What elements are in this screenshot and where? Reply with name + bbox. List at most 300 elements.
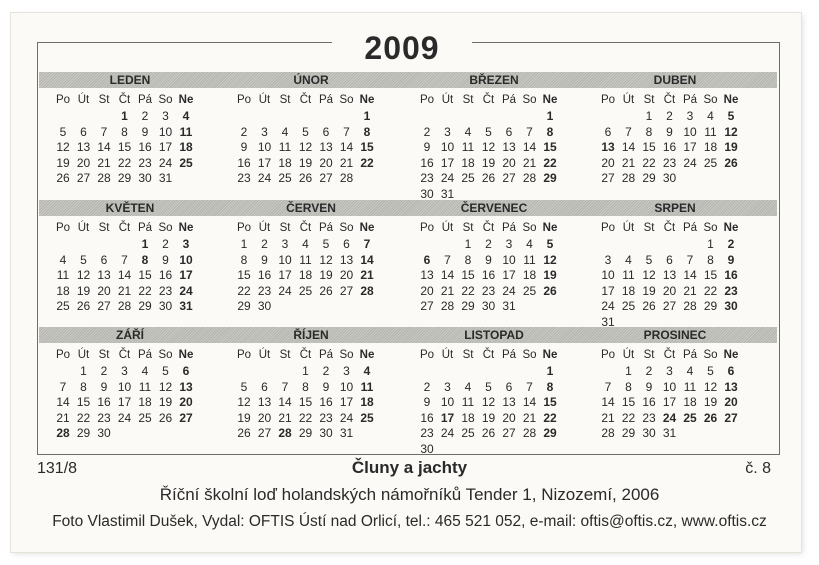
weekday-header: Ne (359, 94, 375, 106)
day-cell: 7 (363, 237, 371, 251)
day-cell: 2 (141, 109, 149, 123)
weekday-header: Ne (359, 349, 375, 361)
day-cell: 11 (461, 395, 475, 410)
month-name: DUBEN (653, 73, 697, 87)
weekday-header: Út (441, 349, 454, 361)
day-cell: 4 (182, 109, 190, 123)
day-cell: 28 (683, 299, 697, 314)
day-cell: 29 (237, 299, 251, 314)
day-cell: 17 (117, 395, 132, 410)
day-cell: 30 (642, 426, 656, 441)
day-cell: 21 (56, 410, 70, 425)
day-cell: 30 (481, 299, 496, 314)
day-cell: 30 (319, 426, 333, 441)
day-cell: 19 (703, 395, 718, 410)
day-cell: 21 (117, 283, 132, 298)
day-cell: 28 (117, 299, 132, 314)
day-cell: 6 (423, 252, 431, 267)
day-cell: 18 (298, 268, 313, 283)
day-cell: 23 (158, 283, 173, 298)
day-cell: 15 (360, 140, 374, 155)
day-cell: 7 (444, 252, 451, 267)
day-cell: 30 (97, 426, 111, 441)
day-cell: 28 (440, 299, 455, 314)
day-cell: 18 (683, 395, 697, 410)
day-cell: 13 (179, 379, 193, 394)
day-cell: 7 (604, 379, 612, 394)
day-cell: 15 (461, 268, 475, 283)
day-cell: 24 (339, 410, 354, 425)
day-cell: 20 (502, 155, 516, 170)
day-cell: 1 (80, 364, 87, 378)
day-cell: 21 (522, 155, 537, 170)
day-cell: 24 (601, 299, 615, 314)
catalog-code: 131/8 (37, 460, 78, 477)
day-cell: 28 (97, 171, 111, 186)
day-cell: 13 (319, 140, 333, 155)
day-cell: 12 (319, 252, 333, 267)
day-cell: 7 (59, 379, 67, 394)
weekday-header: So (703, 349, 718, 361)
day-cell: 8 (546, 124, 554, 139)
day-cell: 10 (117, 379, 132, 394)
day-cell: 28 (360, 283, 374, 298)
day-cell: 3 (182, 237, 190, 251)
weekday-header: Ne (542, 94, 558, 106)
day-cell: 18 (179, 140, 193, 155)
day-cell: 26 (481, 426, 496, 441)
day-cell: 26 (642, 299, 656, 314)
day-cell: 12 (481, 395, 496, 410)
day-cell: 10 (502, 252, 516, 267)
day-cell: 17 (601, 283, 615, 298)
day-cell: 19 (56, 155, 70, 170)
day-cell: 30 (724, 299, 738, 314)
day-cell: 22 (642, 155, 656, 170)
day-cell: 20 (76, 155, 91, 170)
day-cell: 6 (666, 252, 673, 267)
day-cell: 1 (707, 237, 714, 251)
day-cell: 29 (703, 299, 718, 314)
day-cell: 22 (76, 410, 91, 425)
day-cell: 20 (420, 283, 434, 298)
card-subtitle: Říční školní loď holandských námořníků Tender 1, Nizozemí, 2006 (159, 485, 660, 504)
day-cell: 1 (645, 109, 653, 123)
day-cell: 26 (481, 171, 496, 186)
weekday-header: So (522, 222, 537, 234)
day-cell: 5 (485, 379, 492, 394)
day-cell: 24 (117, 410, 132, 425)
day-cell: 10 (278, 252, 292, 267)
day-cell: 13 (97, 268, 111, 283)
day-cell: 29 (117, 171, 132, 186)
day-cell: 7 (121, 252, 128, 267)
day-cell: 25 (703, 155, 718, 170)
day-cell: 5 (302, 124, 309, 139)
day-cell: 1 (546, 364, 554, 378)
weekday-header: Čt (663, 349, 676, 361)
day-cell: 5 (485, 124, 492, 139)
day-cell: 30 (420, 442, 434, 456)
day-cell: 3 (666, 364, 673, 378)
day-cell: 16 (158, 268, 173, 283)
day-cell: 24 (179, 283, 193, 298)
day-cell: 25 (298, 283, 313, 298)
weekday-header: So (158, 349, 173, 361)
weekday-header: Pá (682, 94, 698, 106)
day-cell: 7 (625, 124, 632, 139)
day-cell: 30 (662, 171, 677, 186)
weekday-header: So (158, 222, 173, 234)
month-name: SRPEN (654, 201, 696, 215)
day-cell: 13 (502, 395, 516, 410)
day-cell: 11 (299, 252, 312, 267)
weekday-header: Út (77, 349, 90, 361)
day-cell: 8 (302, 379, 309, 394)
day-cell: 2 (666, 109, 673, 123)
day-cell: 9 (727, 252, 735, 267)
day-cell: 21 (621, 155, 636, 170)
day-cell: 18 (56, 283, 70, 298)
day-cell: 14 (621, 140, 636, 155)
day-cell: 3 (444, 124, 451, 139)
card-credit: Foto Vlastimil Dušek, Vydal: OFTIS Ústí nad Orlicí, tel.: 465 521 052, e-mail: oftis@oftis.cz, www.oftis.cz (52, 513, 767, 530)
day-cell: 4 (363, 364, 371, 378)
day-cell: 11 (278, 140, 292, 155)
day-cell: 14 (278, 395, 292, 410)
weekday-header: Pá (682, 222, 698, 234)
day-cell: 29 (298, 426, 313, 441)
day-cell: 12 (298, 140, 313, 155)
day-cell: 5 (707, 364, 714, 378)
weekday-header: Pá (682, 349, 698, 361)
day-cell: 15 (76, 395, 91, 410)
day-cell: 6 (505, 124, 513, 139)
day-cell: 10 (257, 140, 272, 155)
weekday-header: Pá (318, 222, 334, 234)
day-cell: 9 (322, 379, 330, 394)
day-cell: 17 (502, 268, 516, 283)
weekday-header: Čt (118, 222, 131, 234)
weekday-header: St (462, 222, 474, 234)
weekday-header: Čt (482, 349, 495, 361)
day-cell: 27 (420, 299, 434, 314)
day-cell: 2 (100, 364, 108, 378)
day-cell: 22 (138, 283, 152, 298)
day-cell: 1 (546, 109, 554, 123)
month-10 (221, 327, 401, 452)
day-cell: 25 (138, 410, 152, 425)
day-cell: 20 (502, 410, 516, 425)
day-cell: 27 (257, 426, 272, 441)
day-cell: 22 (621, 410, 636, 425)
day-cell: 19 (543, 268, 557, 283)
weekday-header: Pá (137, 222, 153, 234)
day-cell: 16 (642, 395, 656, 410)
day-cell: 29 (621, 426, 636, 441)
weekday-header: St (98, 349, 110, 361)
weekday-header: Čt (663, 222, 676, 234)
day-cell: 23 (97, 410, 111, 425)
weekday-header: Út (258, 222, 271, 234)
day-cell: 19 (481, 155, 496, 170)
month-name: LEDEN (109, 73, 151, 87)
day-cell: 31 (662, 426, 677, 441)
weekday-header: So (522, 94, 537, 106)
weekday-header: Pá (501, 94, 517, 106)
card-title: Čluny a jachty (351, 458, 468, 477)
day-cell: 21 (278, 410, 292, 425)
day-cell: 15 (642, 140, 656, 155)
weekday-header: Út (258, 349, 271, 361)
weekday-header: Út (77, 222, 90, 234)
day-cell: 4 (141, 364, 149, 378)
day-cell: 14 (117, 268, 132, 283)
day-cell: 11 (622, 268, 635, 283)
day-cell: 29 (138, 299, 152, 314)
day-cell: 4 (625, 252, 632, 267)
weekday-header: Čt (299, 94, 312, 106)
day-cell: 22 (360, 155, 374, 170)
weekday-header: So (339, 222, 354, 234)
day-cell: 17 (179, 268, 193, 283)
day-cell: 27 (97, 299, 111, 314)
day-cell: 20 (724, 395, 738, 410)
day-cell: 17 (278, 268, 292, 283)
weekday-header: St (643, 222, 655, 234)
day-cell: 1 (141, 237, 149, 251)
day-cell: 9 (162, 252, 169, 267)
day-cell: 26 (158, 410, 173, 425)
day-cell: 27 (601, 171, 615, 186)
day-cell: 15 (543, 140, 557, 155)
month-name: ZÁŘÍ (116, 328, 144, 342)
day-cell: 16 (662, 140, 677, 155)
day-cell: 23 (237, 171, 251, 186)
day-cell: 8 (121, 124, 128, 139)
weekday-header: St (98, 94, 110, 106)
weekday-header: Út (441, 94, 454, 106)
day-cell: 11 (138, 379, 152, 394)
weekday-header: Čt (118, 94, 131, 106)
weekday-header: Ne (542, 222, 558, 234)
day-cell: 14 (522, 140, 537, 155)
day-cell: 3 (343, 364, 350, 378)
day-cell: 12 (703, 379, 718, 394)
weekday-header: Pá (318, 94, 334, 106)
day-cell: 23 (257, 283, 272, 298)
day-cell: 4 (281, 124, 289, 139)
weekday-header: St (279, 222, 291, 234)
day-cell: 28 (522, 171, 537, 186)
day-cell: 29 (642, 171, 656, 186)
day-cell: 2 (261, 237, 268, 251)
weekday-header: Ne (542, 349, 558, 361)
day-cell: 25 (522, 283, 537, 298)
day-cell: 11 (704, 124, 717, 139)
day-cell: 28 (278, 426, 292, 441)
day-cell: 17 (683, 140, 697, 155)
weekday-header: St (462, 94, 474, 106)
day-cell: 7 (281, 379, 289, 394)
day-cell: 22 (543, 155, 557, 170)
day-cell: 24 (158, 155, 173, 170)
day-cell: 13 (257, 395, 272, 410)
weekday-header: Po (419, 222, 435, 234)
day-cell: 4 (707, 109, 714, 123)
day-cell: 8 (464, 252, 472, 267)
day-cell: 9 (423, 395, 431, 410)
day-cell: 26 (298, 171, 313, 186)
day-cell: 26 (703, 410, 718, 425)
day-cell: 27 (76, 171, 91, 186)
day-cell: 16 (420, 410, 434, 425)
day-cell: 12 (158, 379, 173, 394)
day-cell: 24 (440, 171, 455, 186)
day-cell: 23 (481, 283, 496, 298)
weekday-header: So (703, 222, 718, 234)
day-cell: 3 (686, 109, 694, 123)
day-cell: 2 (162, 237, 169, 251)
weekday-header: Po (55, 222, 71, 234)
weekday-header: St (643, 349, 655, 361)
day-cell: 24 (662, 410, 677, 425)
day-cell: 1 (363, 109, 371, 123)
day-cell: 28 (601, 426, 615, 441)
day-cell: 5 (162, 364, 169, 378)
day-cell: 19 (319, 268, 333, 283)
day-cell: 20 (339, 268, 354, 283)
day-cell: 20 (179, 395, 193, 410)
weekday-header: So (522, 349, 537, 361)
day-cell: 27 (179, 410, 193, 425)
day-cell: 25 (179, 155, 193, 170)
weekday-header: Pá (318, 349, 334, 361)
day-cell: 12 (481, 140, 496, 155)
day-cell: 13 (76, 140, 91, 155)
day-cell: 3 (261, 124, 268, 139)
day-cell: 6 (261, 379, 268, 394)
day-cell: 25 (360, 410, 374, 425)
weekday-header: Po (55, 349, 71, 361)
day-cell: 1 (625, 364, 632, 378)
day-cell: 20 (257, 410, 272, 425)
day-cell: 28 (522, 426, 537, 441)
day-cell: 22 (298, 410, 313, 425)
day-cell: 3 (281, 237, 289, 251)
day-cell: 7 (686, 252, 694, 267)
weekday-header: So (339, 349, 354, 361)
day-cell: 2 (727, 237, 735, 251)
day-cell: 13 (724, 379, 738, 394)
weekday-header: Čt (118, 349, 131, 361)
weekday-header: Út (622, 222, 635, 234)
day-cell: 27 (502, 426, 516, 441)
weekday-header: St (279, 94, 291, 106)
weekday-header: Pá (137, 349, 153, 361)
day-cell: 5 (546, 237, 554, 251)
day-cell: 11 (360, 379, 374, 394)
day-cell: 15 (138, 268, 152, 283)
day-cell: 11 (179, 124, 193, 139)
day-cell: 15 (543, 395, 557, 410)
weekday-header: St (279, 349, 291, 361)
weekday-header: Ne (723, 94, 739, 106)
weekday-header: Po (55, 94, 71, 106)
day-cell: 10 (339, 379, 354, 394)
day-cell: 14 (683, 268, 697, 283)
day-cell: 26 (56, 171, 70, 186)
month-8 (585, 200, 765, 329)
day-cell: 13 (662, 268, 677, 283)
day-cell: 13 (502, 140, 516, 155)
day-cell: 20 (97, 283, 111, 298)
day-cell: 24 (257, 171, 272, 186)
day-cell: 24 (278, 283, 292, 298)
day-cell: 10 (179, 252, 193, 267)
day-cell: 4 (464, 379, 472, 394)
weekday-header: So (703, 94, 718, 106)
day-cell: 20 (662, 283, 677, 298)
weekday-header: St (462, 349, 474, 361)
day-cell: 25 (683, 410, 697, 425)
day-cell: 7 (100, 124, 108, 139)
day-cell: 5 (645, 252, 653, 267)
day-cell: 12 (76, 268, 91, 283)
day-cell: 5 (80, 252, 87, 267)
day-cell: 28 (621, 171, 636, 186)
day-cell: 26 (237, 426, 251, 441)
month-7 (404, 200, 584, 325)
day-cell: 13 (339, 252, 354, 267)
day-cell: 21 (360, 268, 374, 283)
day-cell: 26 (543, 283, 557, 298)
day-cell: 22 (703, 283, 718, 298)
day-cell: 25 (461, 426, 475, 441)
day-cell: 4 (59, 252, 67, 267)
day-cell: 16 (319, 395, 333, 410)
day-cell: 17 (158, 140, 173, 155)
day-cell: 1 (240, 237, 248, 251)
day-cell: 23 (642, 410, 656, 425)
day-cell: 16 (138, 140, 152, 155)
day-cell: 21 (339, 155, 354, 170)
day-cell: 2 (322, 364, 330, 378)
month-name: PROSINEC (643, 328, 707, 342)
day-cell: 29 (543, 426, 557, 441)
day-cell: 12 (642, 268, 656, 283)
day-cell: 25 (621, 299, 636, 314)
day-cell: 5 (727, 109, 735, 123)
day-cell: 14 (97, 140, 111, 155)
day-cell: 24 (683, 155, 697, 170)
month-name: ČERVEN (286, 201, 336, 215)
day-cell: 12 (543, 252, 557, 267)
day-cell: 8 (546, 379, 554, 394)
weekday-header: Po (236, 94, 252, 106)
day-cell: 18 (360, 395, 374, 410)
day-cell: 19 (237, 410, 251, 425)
day-cell: 21 (683, 283, 697, 298)
day-cell: 14 (56, 395, 70, 410)
day-cell: 8 (645, 124, 653, 139)
day-cell: 16 (420, 155, 434, 170)
day-cell: 9 (261, 252, 268, 267)
weekday-header: Út (622, 94, 635, 106)
day-cell: 19 (76, 283, 91, 298)
weekday-header: Po (600, 94, 616, 106)
day-cell: 6 (505, 379, 513, 394)
